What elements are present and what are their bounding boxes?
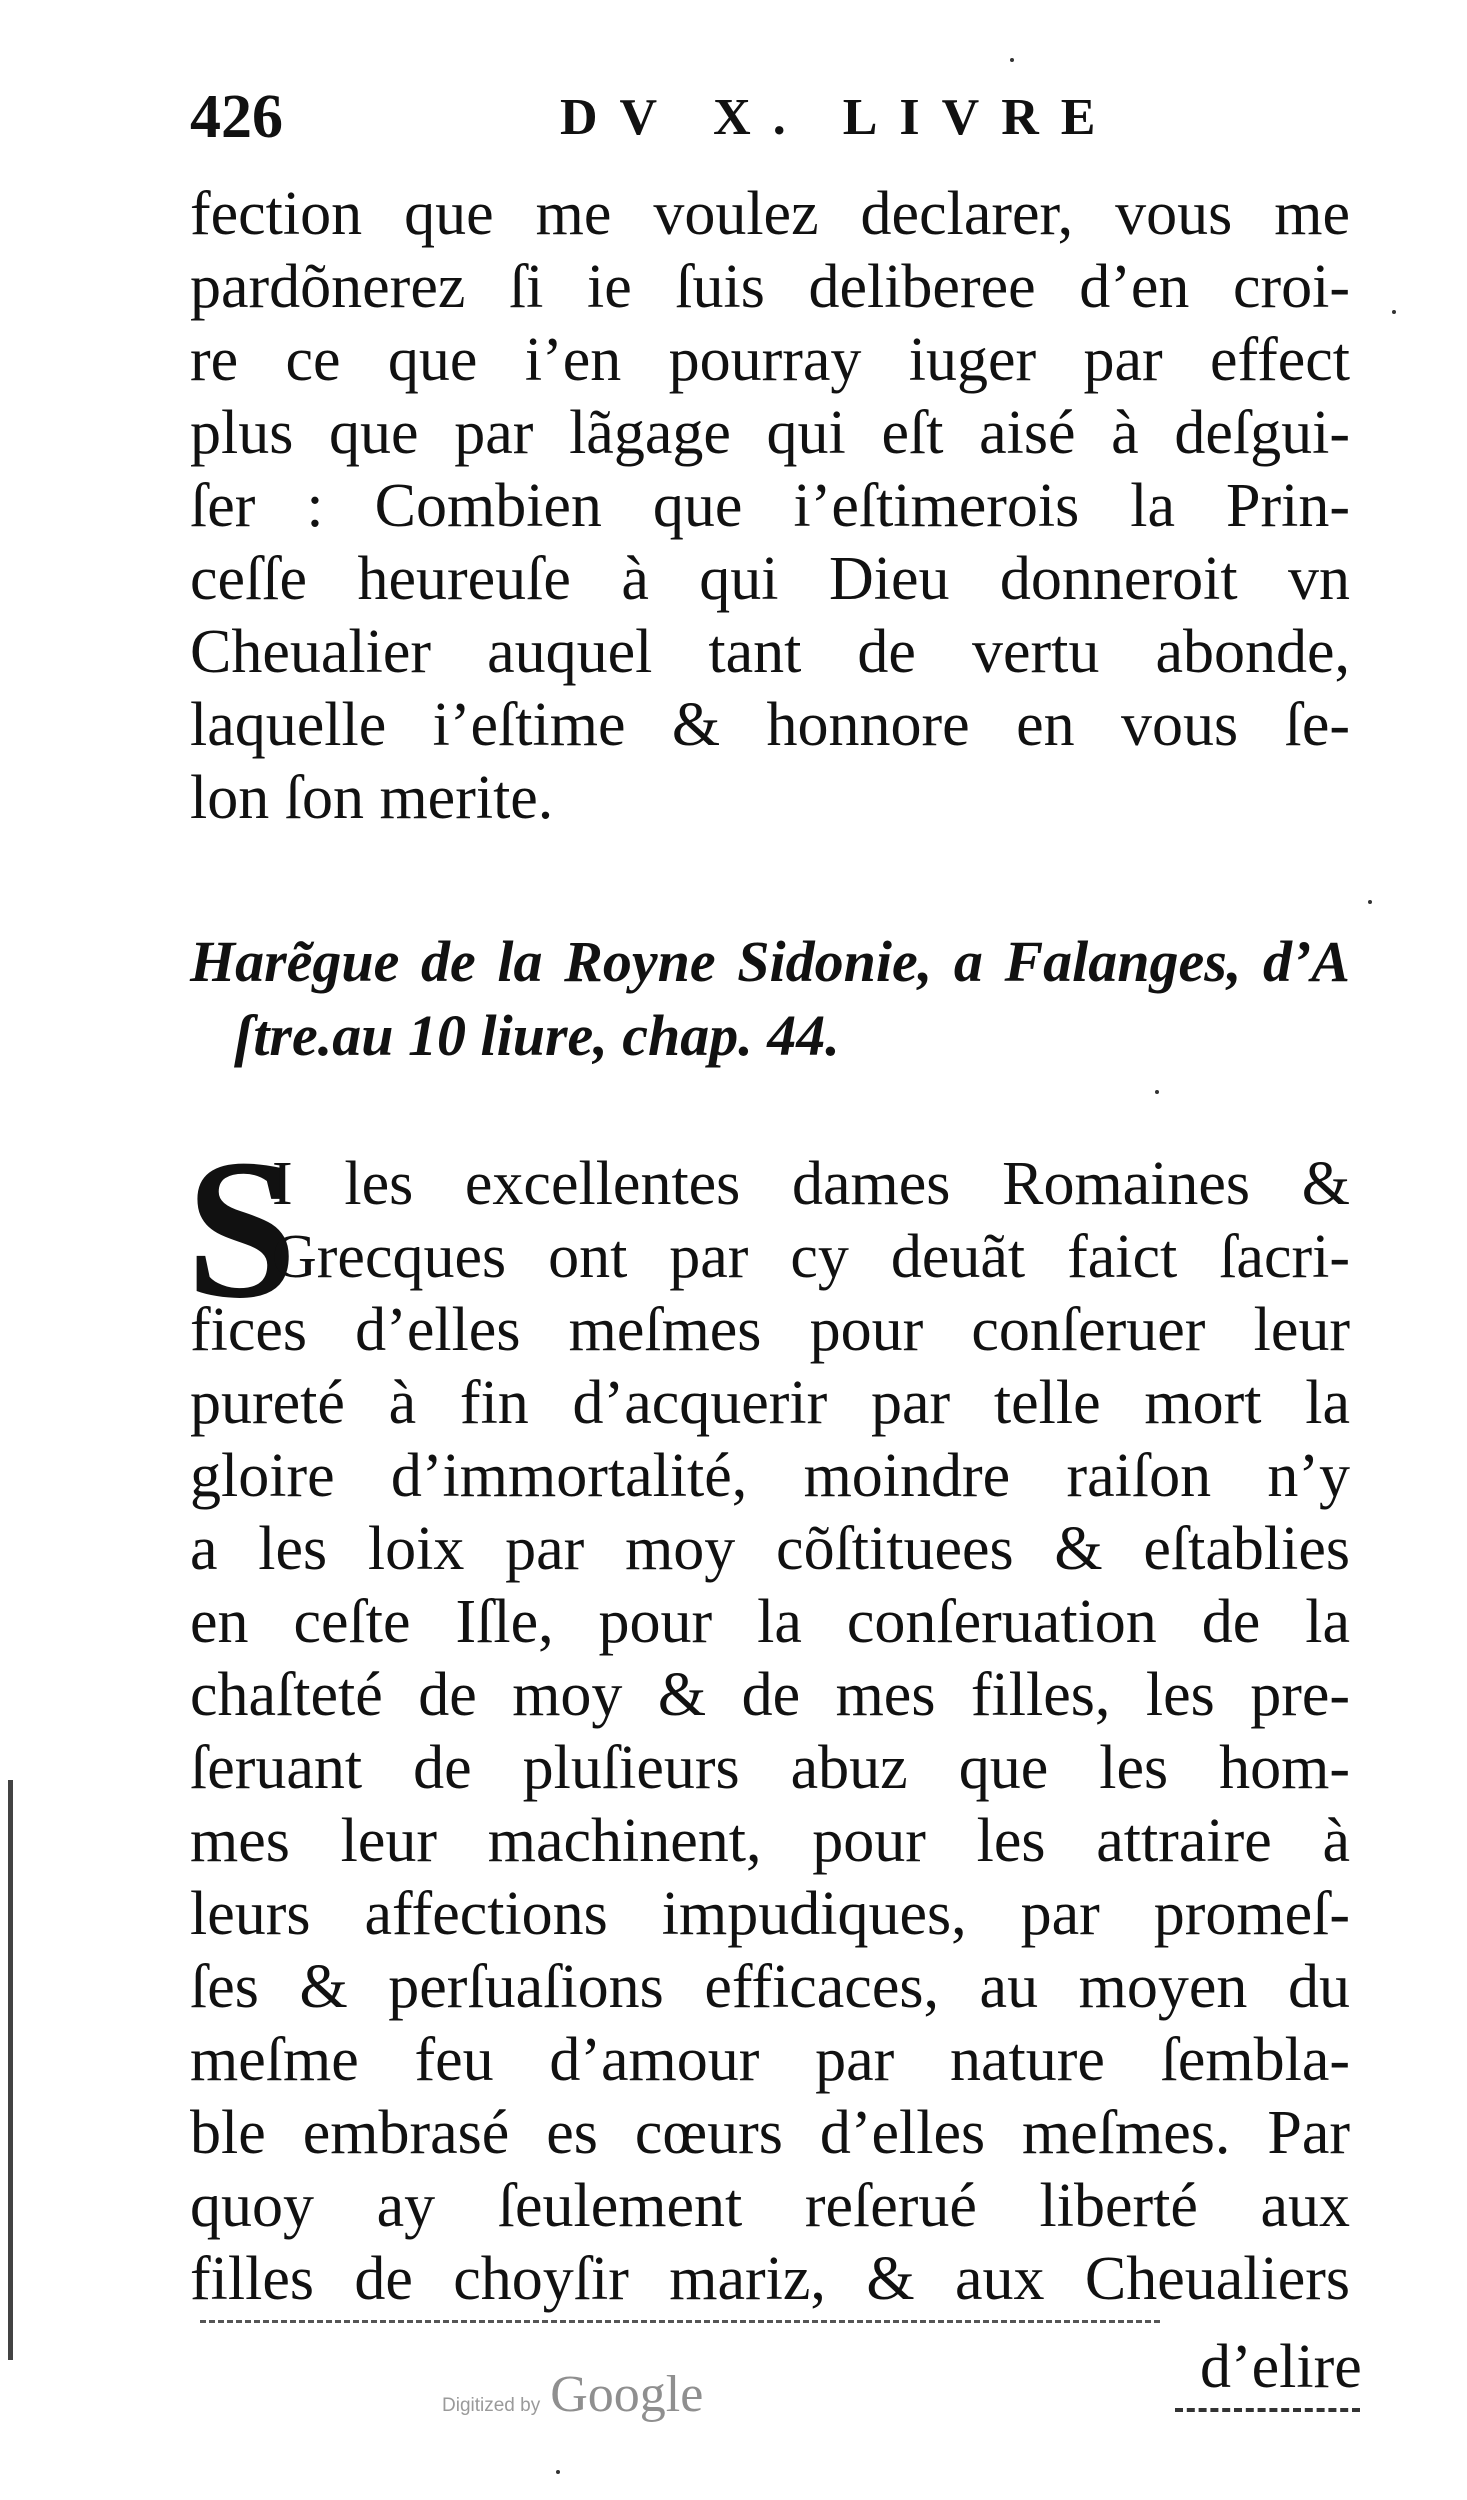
ink-speck	[1155, 1090, 1159, 1094]
heading-line: Harẽgue de la Royne Sidonie, a Falanges, d’A	[190, 929, 1350, 994]
text-line: fices d’elles meſmes pour conſeruer leur	[190, 1296, 1350, 1364]
text-line: I les excellentes dames Romaines &	[272, 1150, 1350, 1218]
catchword: d’elire	[1200, 2333, 1362, 2401]
text-line: filles de choyſir mariz, & aux Cheualiers	[190, 2245, 1350, 2313]
text-line: lon ſon merite.	[190, 764, 554, 832]
google-logo: Google	[550, 2366, 704, 2423]
ink-speck	[1010, 58, 1014, 62]
footer-rule	[200, 2320, 1160, 2323]
text-line: quoy ay ſeulement reſerué liberté aux	[190, 2172, 1350, 2240]
text-line: a les loix par moy cõſtituees & eſtablies	[190, 1515, 1350, 1583]
section-heading	[190, 925, 1350, 1073]
text-line: pureté à fin d’acquerir par telle mort la	[190, 1369, 1350, 1437]
speech-paragraph	[190, 1148, 1350, 2316]
text-line: ſeruant de pluſieurs abuz que les hom-	[190, 1734, 1350, 1802]
text-line: fection que me voulez declarer, vous me	[190, 180, 1350, 248]
page-edge-shadow	[8, 1780, 13, 2360]
digitized-watermark	[442, 2365, 703, 2425]
text-line: Cheualier auquel tant de vertu abonde,	[190, 618, 1350, 686]
text-line: ble embrasé es cœurs d’elles meſmes. Par	[190, 2099, 1350, 2167]
running-head: DV X. LIVRE	[560, 89, 1118, 146]
ink-speck	[1392, 310, 1396, 314]
page-number: 426	[190, 83, 283, 151]
text-line: ſes & perſuaſions efficaces, au moyen du	[190, 1953, 1350, 2021]
text-line: Grecques ont par cy deuãt faict ſacri-	[272, 1223, 1350, 1291]
continuation-paragraph	[190, 178, 1350, 835]
digitized-label: Digitized by	[442, 2395, 541, 2416]
text-line: gloire d’immortalité, moindre raiſon n’y	[190, 1442, 1350, 1510]
text-line: ſer : Combien que i’eſtimerois la Prin-	[190, 472, 1350, 540]
text-line: ceſſe heureuſe à qui Dieu donneroit vn	[190, 545, 1350, 613]
page-header	[190, 82, 1350, 172]
text-line: re ce que i’en pourray iuger par effect	[190, 326, 1350, 394]
heading-line: ſtre.au 10 liure, chap. 44.	[234, 1003, 840, 1068]
drop-cap: S	[186, 1119, 298, 1340]
text-line: laquelle i’eſtime & honnore en vous ſe-	[190, 691, 1350, 759]
ink-speck	[1368, 900, 1372, 904]
ink-speck	[556, 2470, 560, 2474]
catchword-rule	[1175, 2408, 1360, 2412]
text-line: meſme feu d’amour par nature ſembla-	[190, 2026, 1350, 2094]
text-line: pardõnerez ſi ie ſuis deliberee d’en croi-	[190, 253, 1350, 321]
text-line: chaſteté de moy & de mes filles, les pre-	[190, 1661, 1350, 1729]
text-line: plus que par lãgage qui eſt aisé à deſgui-	[190, 399, 1350, 467]
text-line: en ceſte Iſle, pour la conſeruation de la	[190, 1588, 1350, 1656]
text-line: leurs affections impudiques, par promeſ-	[190, 1880, 1350, 1948]
text-line: mes leur machinent, pour les attraire à	[190, 1807, 1350, 1875]
